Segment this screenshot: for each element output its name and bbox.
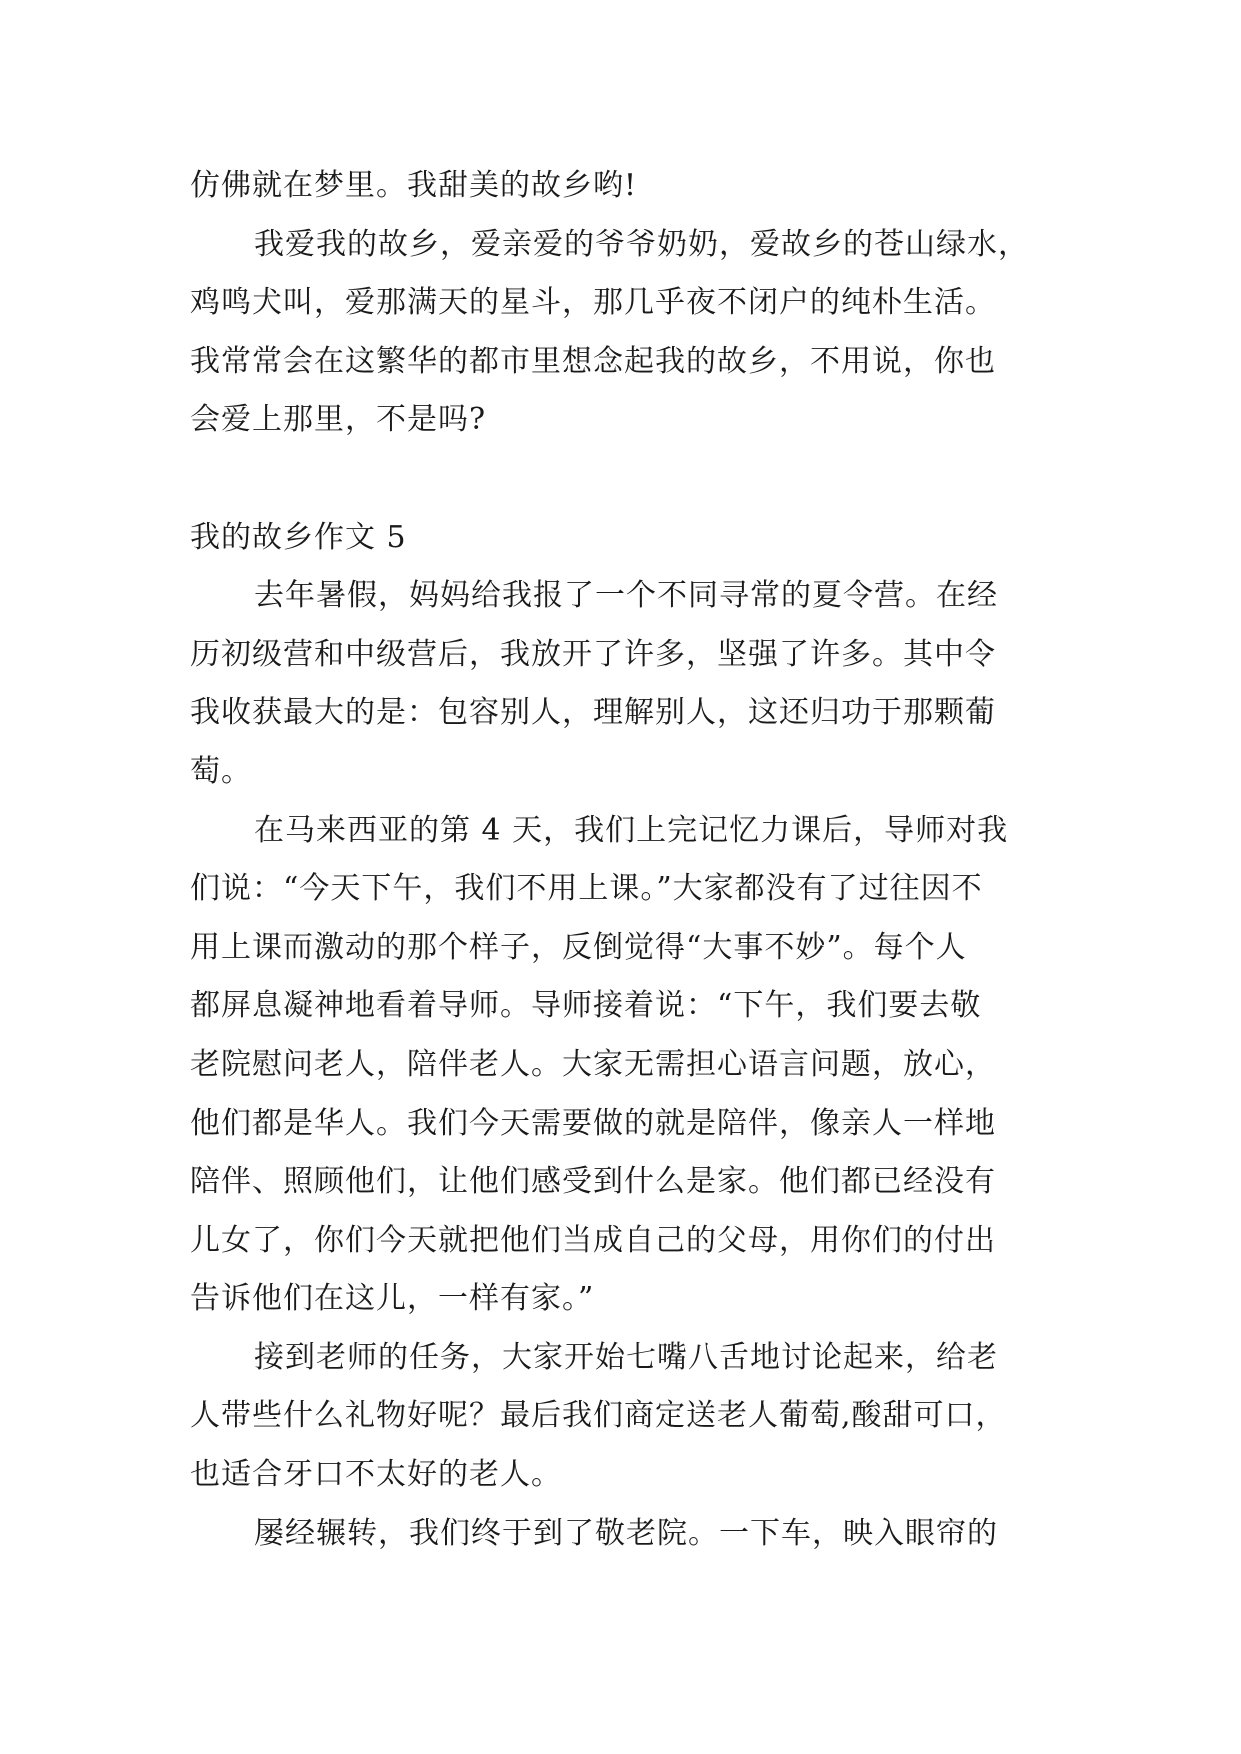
text-line: 我常常会在这繁华的都市里想念起我的故乡，不用说，你也: [190, 343, 996, 379]
article-body: [190, 157, 1070, 1563]
text-line: 鸡鸣犬叫，爱那满天的星斗，那几乎夜不闭户的纯朴生活。: [190, 285, 996, 321]
text-line: 萄。: [190, 753, 252, 789]
text-line: 告诉他们在这儿，一样有家。”: [190, 1281, 595, 1317]
text-line: 屡经辗转，我们终于到了敬老院。一下车，映入眼帘的: [254, 1515, 998, 1551]
text-line: 我爱我的故乡，爱亲爱的爷爷奶奶，爱故乡的苍山绿水，: [254, 226, 1029, 262]
text-line: 也适合牙口不太好的老人。: [190, 1457, 562, 1493]
text-line: 们说：“今天下午，我们不用上课。”大家都没有了过往因不: [190, 871, 983, 907]
text-line: 历初级营和中级营后，我放开了许多，坚强了许多。其中令: [190, 636, 996, 672]
text-line: 儿女了，你们今天就把他们当成自己的父母，用你们的付出: [190, 1222, 996, 1258]
text-line: 仿佛就在梦里。我甜美的故乡哟!: [190, 168, 638, 203]
paragraph-gap: [190, 450, 1070, 509]
text-line: 陪伴、照顾他们，让他们感受到什么是家。他们都已经没有: [190, 1164, 996, 1200]
text-line: 在马来西亚的第 4 天，我们上完记忆力课后，导师对我: [254, 812, 1009, 848]
text-line: 用上课而激动的那个样子，反倒觉得“大事不妙”。每个人: [190, 929, 967, 965]
text-line: 老院慰问老人，陪伴老人。大家无需担心语言问题，放心，: [190, 1046, 996, 1082]
text-line: 人带些什么礼物好呢？最后我们商定送老人葡萄,酸甜可口，: [190, 1398, 1007, 1434]
text-line: 都屏息凝神地看着导师。导师接着说：“下午，我们要去敬: [190, 988, 982, 1024]
text-line: 接到老师的任务，大家开始七嘴八舌地讨论起来，给老: [254, 1339, 998, 1375]
text-line: 他们都是华人。我们今天需要做的就是陪伴，像亲人一样地: [190, 1105, 996, 1141]
text-line: 我收获最大的是：包容别人，理解别人，这还归功于那颗葡: [190, 695, 996, 731]
text-line: 去年暑假，妈妈给我报了一个不同寻常的夏令营。在经: [254, 578, 998, 614]
section-heading: 我的故乡作文 5: [190, 519, 407, 555]
text-line: 会爱上那里，不是吗?: [190, 402, 487, 438]
